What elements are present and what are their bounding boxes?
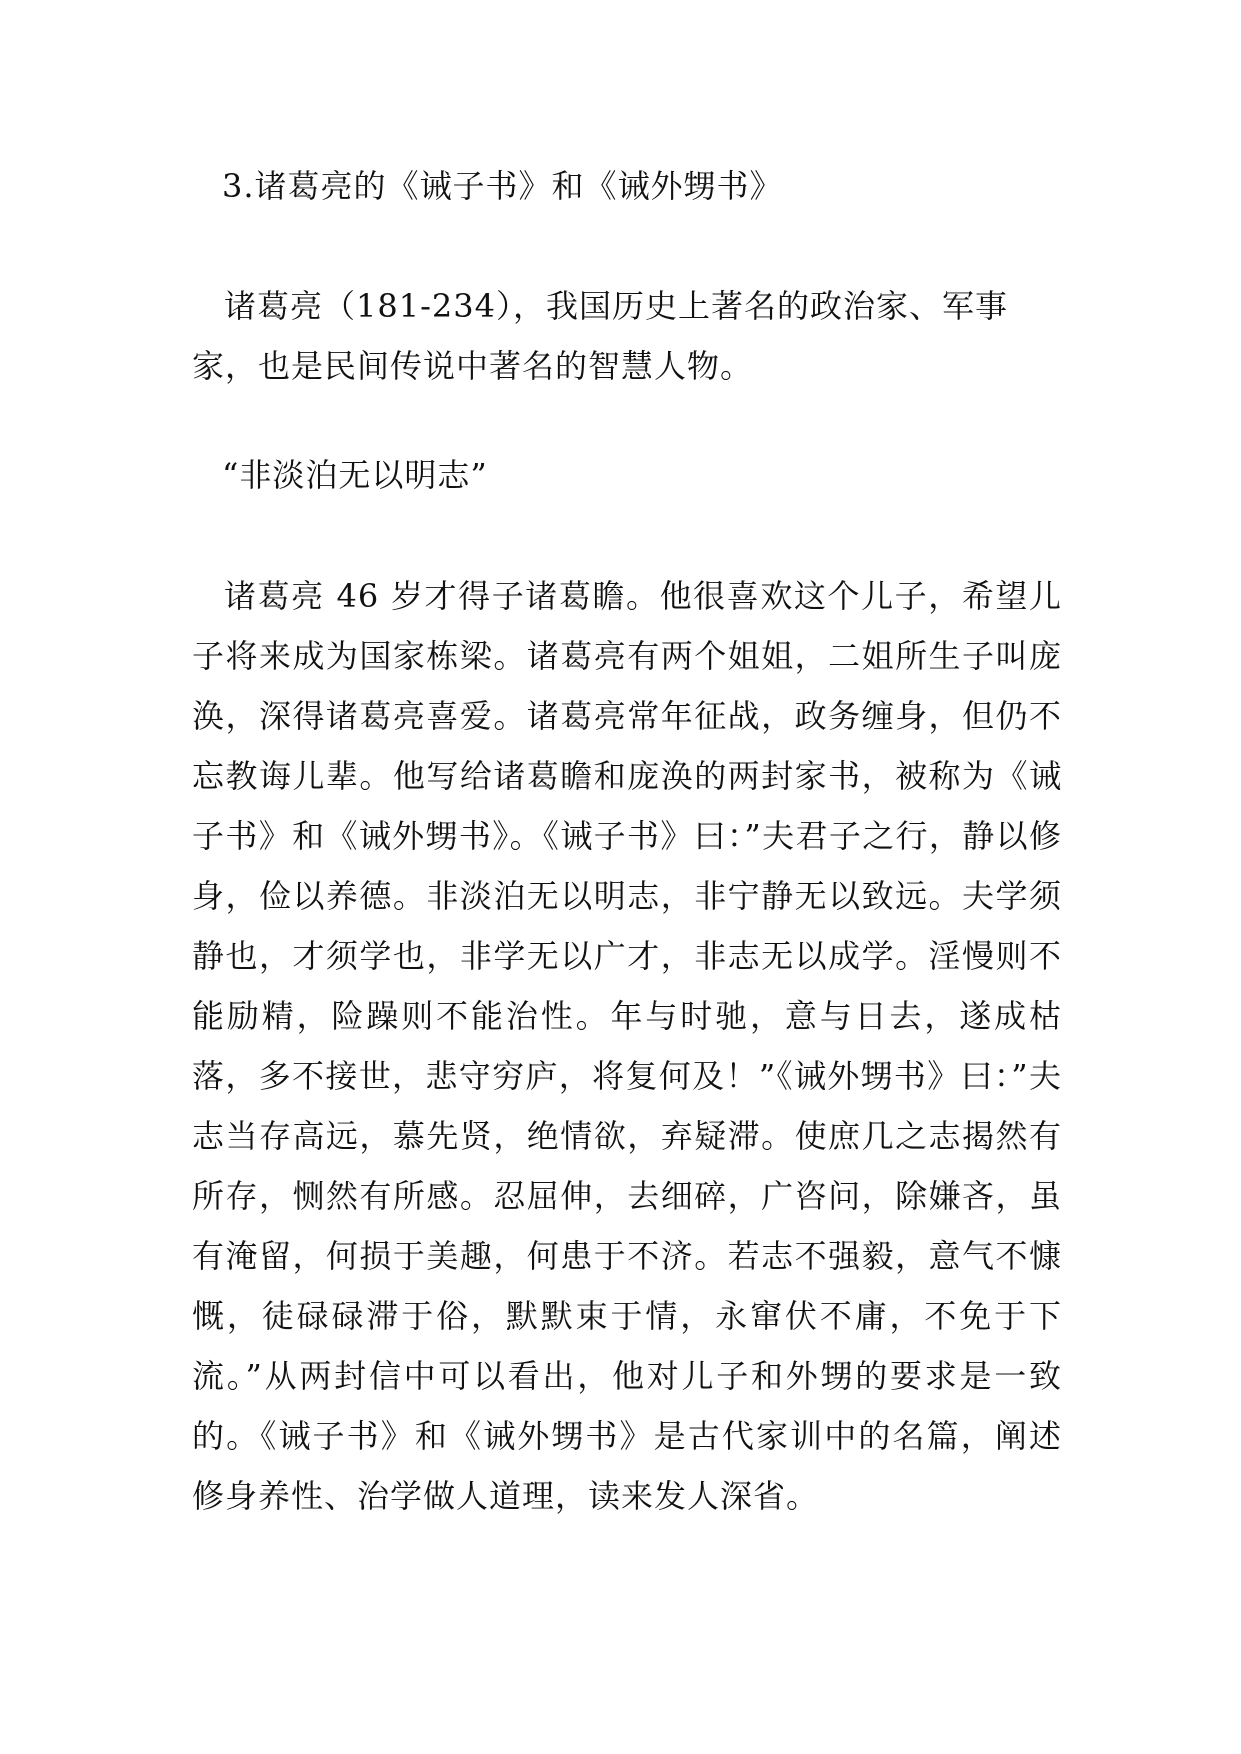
intro-paragraph: 诸葛亮（181-234），我国历史上著名的政治家、军事家，也是民间传说中著名的智慧人物。 — [192, 287, 1008, 385]
quote-subheading: “非淡泊无以明志” — [222, 456, 488, 494]
main-paragraph: 诸葛亮 46 岁才得子诸葛瞻。他很喜欢这个儿子，希望儿子将来成为国家栋梁。诸葛亮有两个姐姐，二姐所生子叫庞涣，深得诸葛亮喜爱。诸葛亮常年征战，政务缠身，但仍不忘教诲儿辈。他写给诸葛瞻和庞涣的两封家书，被称为《诫子书》和《诫外甥书》。《诫子书》曰：”夫君子之行，静以修身，俭以养德。非淡泊无以明志，非宁静无以致远。夫学须静也，才须学也，非学无以广才，非志无以成学。淫慢则不能励精，险躁则不能治性。年与时驰，意与日去，遂成枯落，多不接世，悲守穷庐，将复何及！”《诫外甥书》曰：”夫志当存高远，慕先贤，绝情欲，弃疑滞。使庶几之志揭然有所存，恻然有所感。忍屈伸，去细碎，广咨问，除嫌吝，虽有淹留，何损于美趣，何患于不济。若志不强毅，意气不慷慨，徒碌碌滞于俗，默默束于情，永窜伏不庸，不免于下流。”从两封信中可以看出，他对儿子和外甥的要求是一致的。《诫子书》和《诫外甥书》是古代家训中的名篇，阐述修身养性、治学做人道理，读来发人深省。 — [192, 577, 1062, 1515]
section-heading: 3.诸葛亮的《诫子书》和《诫外甥书》 — [222, 167, 783, 205]
